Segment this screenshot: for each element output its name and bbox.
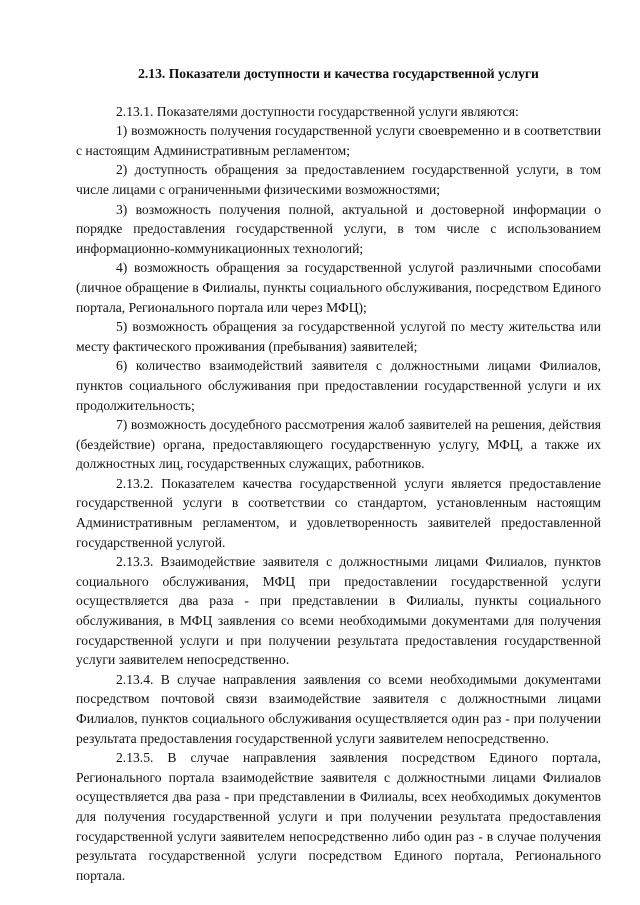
paragraph-2-13-3: 2.13.3. Взаимодействие заявителя с должностными лицами Филиалов, пунктов социального обслуживания, МФЦ при предоставлении государственной услуги осуществляется два раза - при представлении в Филиалы, пункты социального обслуживания, в МФЦ заявления со всеми необходимыми документами для получения государственной услуги и при получении результата предоставления государственной услуги заявителем непосредственно. <box>76 554 601 668</box>
list-item-5: 5) возможность обращения за государственной услугой по месту жительства или месту фактического проживания (пребывания) заявителей; <box>76 319 601 354</box>
list-item-6: 6) количество взаимодействий заявителя с должностными лицами Филиалов, пунктов социального обслуживания при предоставлении государственной услуги и их продолжительность; <box>76 358 601 413</box>
list-item-2: 2) доступность обращения за предоставлением государственной услуги, в том числе лицами с ограниченными физическими возможностями; <box>76 162 601 197</box>
list-item-7: 7) возможность досудебного рассмотрения жалоб заявителей на решения, действия (бездействие) органа, предоставляющего государственную услугу, МФЦ, а также их должностных лиц, государственных служащих, работников. <box>76 417 601 472</box>
paragraph-2-13-5: 2.13.5. В случае направления заявления посредством Единого портала, Регионального портала взаимодействие заявителя с должностными лицами Филиалов осуществляется два раза - при представлении в Филиалы, всех необходимых документов для получения государственной услуги и при получении результата предоставления государственной услуги заявителем непосредственно либо один раз - в случае получения результата государственной услуги посредством Единого портала, Регионального портала. <box>76 750 601 883</box>
paragraph-2-13-4: 2.13.4. В случае направления заявления со всеми необходимыми документами посредством почтовой связи взаимодействие заявителя с должностными лицами Филиалов, пунктов социального обслуживания осуществляется один раз - при получении результата предоставления государственной услуги заявителем непосредственно. <box>76 671 601 746</box>
list-item-4: 4) возможность обращения за государственной услугой различными способами (личное обращение в Филиалы, пункты социального обслуживания, посредством Единого портала, Регионального портала или через МФЦ); <box>76 260 601 315</box>
document-page <box>76 0 601 885</box>
section-heading: 2.13. Показатели доступности и качества государственной услуги <box>138 66 539 81</box>
list-item-3: 3) возможность получения полной, актуальной и достоверной информации о порядке предоставления государственной услуги, в том числе с использованием информационно-коммуникационных технологий; <box>76 201 601 256</box>
paragraph-2-13-1: 2.13.1. Показателями доступности государственной услуги являются: <box>116 103 519 119</box>
list-item-1: 1) возможность получения государственной услуги своевременно и в соответствии с настоящим Административным регламентом; <box>76 123 601 158</box>
paragraph-2-13-2: 2.13.2. Показателем качества государственной услуги является предоставление государственной услуги в соответствии со стандартом, установленным настоящим Административным регламентом, и удовлетворенность заявителей предоставленной государственной услугой. <box>76 475 601 550</box>
